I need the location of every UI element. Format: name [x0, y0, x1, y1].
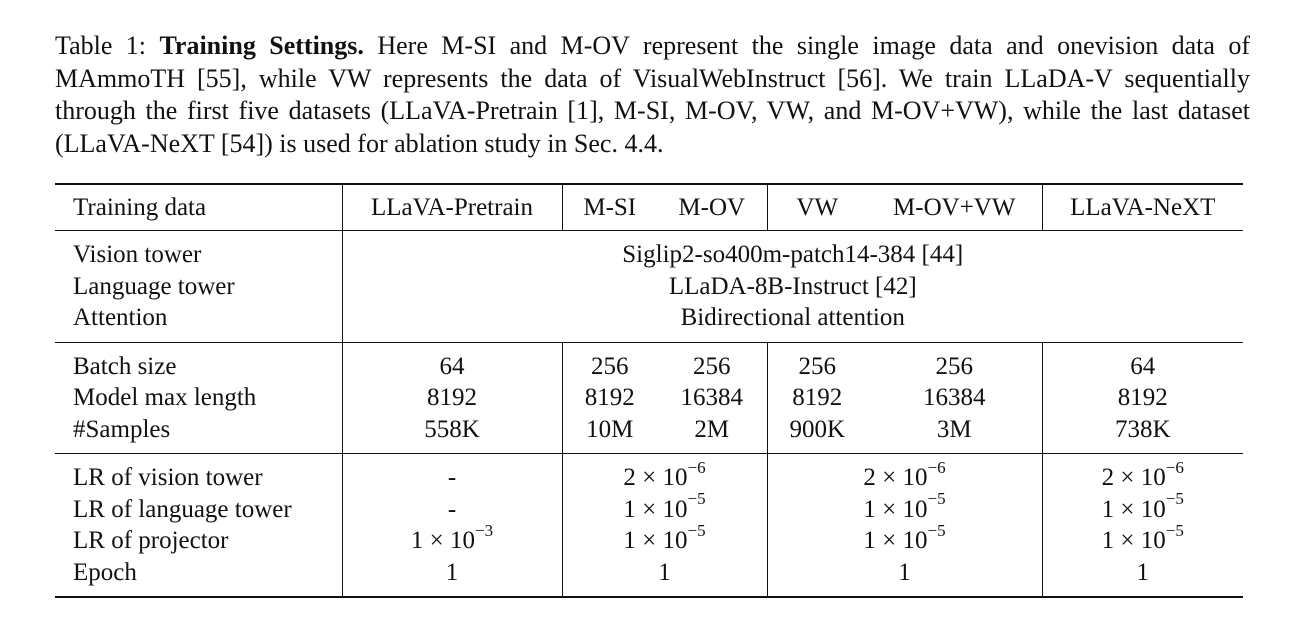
data-section — [55, 342, 1243, 454]
exponent-base: 10 — [902, 464, 928, 491]
table-cell: 2M — [694, 415, 730, 443]
exponent-base: 10 — [662, 527, 688, 554]
mantissa: 1 — [1101, 495, 1115, 523]
header-label: Training data — [73, 194, 207, 221]
exponent: −5 — [927, 520, 946, 540]
table-row — [55, 382, 1243, 414]
table-cell: 16384 — [680, 384, 743, 411]
exponent-base: 10 — [902, 495, 928, 523]
table-cell — [767, 520, 1042, 557]
exponent: −6 — [927, 457, 946, 477]
mantissa: 2 — [623, 464, 636, 491]
row-label: Vision tower — [73, 241, 202, 268]
header-cell: M-OV+VW — [893, 194, 1016, 221]
table-cell — [562, 520, 767, 557]
table-cell: 256 — [767, 342, 867, 382]
caption-title: Training Settings. — [159, 31, 364, 60]
table-cell: 1 — [1042, 557, 1243, 598]
row-label: Model max length — [73, 384, 257, 411]
table-cell: 256 — [693, 352, 731, 380]
table-row — [55, 494, 1243, 526]
row-label: Epoch — [73, 558, 137, 586]
table-cell: - — [342, 454, 562, 494]
table-cell — [1042, 520, 1243, 557]
caption-label: Table 1: — [55, 31, 147, 60]
header-cell: LLaVA-NeXT — [1042, 184, 1243, 231]
header-row — [55, 184, 1243, 231]
table-cell: 1 — [767, 557, 1042, 598]
table-cell — [1042, 489, 1243, 526]
learning-rate-section — [55, 454, 1243, 598]
times-symbol: × — [429, 527, 444, 554]
row-label: LR of projector — [73, 527, 229, 554]
table-row — [55, 271, 1243, 303]
table-cell: 64 — [1042, 342, 1243, 382]
row-label: #Samples — [73, 415, 171, 443]
times-symbol: × — [882, 527, 897, 554]
table-cell: - — [342, 494, 562, 526]
table-cell: 8192 — [767, 382, 867, 414]
row-label: Batch size — [73, 352, 177, 380]
header-cell: M-OV — [678, 194, 746, 221]
table-caption — [55, 30, 1250, 160]
table-cell — [562, 454, 767, 494]
caption-text: Here M-SI and M-OV represent the single image data and onevision data of MAmmoTH [55], while VW represents the data of VisualWebInstruct [56]. We train LLaDA-V sequentially through the first five datasets (LLaVA-Pretrain [1], M-SI, M-OV, VW, and M-OV+VW), while the last dataset (LLaVA-NeXT [54]) is used for ablation study in Sec. 4.4. — [55, 31, 1251, 158]
row-label: LR of vision tower — [73, 464, 263, 491]
mantissa: 1 — [623, 527, 636, 554]
times-symbol: × — [1120, 464, 1135, 491]
table-row — [55, 342, 1243, 382]
header-cell: LLaVA-Pretrain — [342, 184, 562, 231]
times-symbol: × — [1120, 527, 1135, 554]
times-symbol: × — [642, 495, 657, 523]
table-cell: 558K — [342, 414, 562, 454]
times-symbol: × — [642, 527, 657, 554]
table-cell: 738K — [1042, 414, 1243, 454]
table-row — [55, 414, 1243, 454]
table-cell — [767, 454, 1042, 494]
table-row — [55, 557, 1243, 598]
mantissa: 1 — [410, 527, 424, 554]
exponent: −5 — [1165, 520, 1184, 540]
exponent-base: 10 — [1140, 495, 1166, 523]
table-cell: 64 — [342, 342, 562, 382]
times-symbol: × — [642, 464, 657, 491]
header-cell: VW — [767, 184, 867, 231]
row-label: Attention — [73, 304, 168, 331]
mantissa: 1 — [863, 495, 876, 523]
mantissa: 2 — [1101, 464, 1115, 491]
table-cell: 8192 — [1042, 382, 1243, 414]
table-cell: 10M — [562, 414, 657, 454]
exponent: −5 — [927, 489, 946, 509]
mantissa: 2 — [863, 464, 876, 491]
table-cell: 16384 — [923, 384, 986, 411]
architecture-section — [55, 231, 1243, 343]
spanning-value: Bidirectional attention — [342, 302, 1243, 342]
exponent: −5 — [687, 489, 706, 509]
exponent-base: 10 — [1140, 464, 1166, 491]
row-label: LR of language tower — [73, 495, 292, 523]
training-settings-table — [55, 183, 1243, 598]
times-symbol: × — [1120, 495, 1135, 523]
row-label: Language tower — [73, 272, 235, 300]
table-cell: 8192 — [562, 382, 657, 414]
exponent: −6 — [1165, 457, 1184, 477]
exponent-base: 10 — [450, 527, 475, 554]
table-cell: 8192 — [342, 382, 562, 414]
table-cell — [1042, 454, 1243, 494]
table-cell: 1 — [342, 557, 562, 598]
table-row — [55, 302, 1243, 342]
exponent-base: 10 — [662, 495, 688, 523]
exponent: −6 — [687, 457, 706, 477]
table-row — [55, 525, 1243, 557]
table-cell — [562, 489, 767, 526]
exponent: −5 — [1165, 489, 1184, 509]
table-row — [55, 454, 1243, 494]
mantissa: 1 — [863, 527, 876, 554]
table-cell: 900K — [767, 414, 867, 454]
exponent: −5 — [687, 520, 706, 540]
spanning-value: Siglip2-so400m-patch14-384 [44] — [342, 231, 1243, 271]
table-row — [55, 231, 1243, 271]
header-cell: M-SI — [562, 184, 657, 231]
exponent: −3 — [475, 520, 494, 540]
table-cell: 256 — [562, 342, 657, 382]
table-cell — [767, 489, 1042, 526]
spanning-value: LLaDA-8B-Instruct [42] — [342, 271, 1243, 303]
exponent-base: 10 — [902, 527, 928, 554]
mantissa: 1 — [623, 495, 636, 523]
mantissa: 1 — [1101, 527, 1115, 554]
table-cell: 256 — [935, 352, 973, 380]
times-symbol: × — [882, 495, 897, 523]
exponent-base: 10 — [662, 464, 688, 491]
times-symbol: × — [882, 464, 897, 491]
exponent-base: 10 — [1140, 527, 1166, 554]
table-cell: 1 — [562, 557, 767, 598]
table-cell: 3M — [936, 415, 972, 443]
table-cell — [342, 520, 562, 557]
